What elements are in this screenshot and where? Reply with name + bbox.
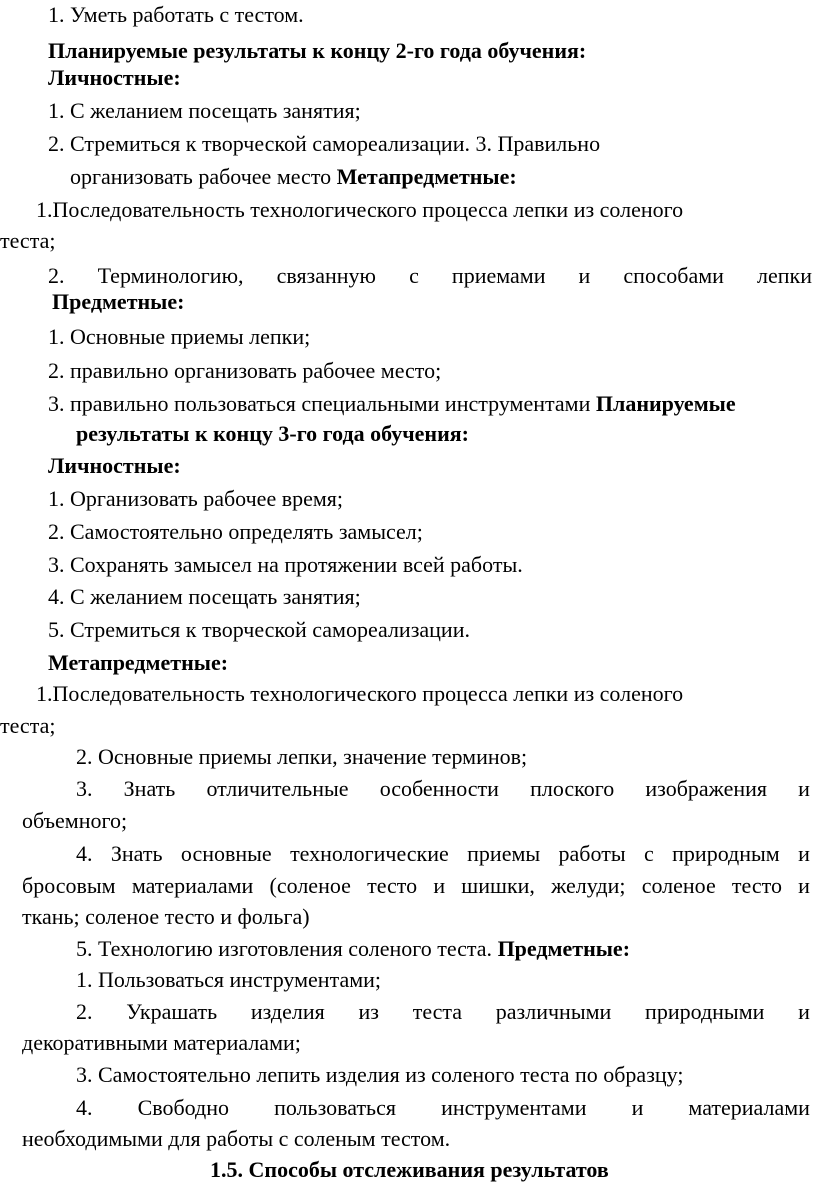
section-heading: 1.5. Способы отслеживания результатов <box>210 1157 609 1182</box>
justified-line <box>48 262 812 290</box>
list-item: 1.Последовательность технологического процесса лепки из соленого <box>36 681 684 706</box>
word: материалами <box>688 1095 810 1120</box>
word: Знать <box>110 841 163 866</box>
word: шишки, <box>461 873 535 898</box>
justified-line <box>76 1094 810 1122</box>
list-item: 1. Уметь работать с тестом. <box>48 2 304 27</box>
list-item: 3. Сохранять замысел на протяжении всей работы. <box>48 552 523 577</box>
list-item <box>48 390 736 418</box>
word: и <box>578 263 591 288</box>
word: Свободно <box>137 1095 230 1120</box>
subheading-personal: Личностные: <box>48 65 181 90</box>
word: 2. <box>48 263 65 288</box>
word: природными <box>645 999 765 1024</box>
word: соленое <box>641 873 716 898</box>
word: Знать <box>123 776 176 801</box>
subheading-meta: Метапредметные: <box>48 650 229 675</box>
word: технологические <box>290 841 449 866</box>
word: с <box>644 841 654 866</box>
word: работы <box>558 841 626 866</box>
word: теста <box>412 999 463 1024</box>
word: связанную <box>276 263 376 288</box>
word: основные <box>180 841 272 866</box>
word: и <box>798 873 810 898</box>
text-line: теста; <box>0 228 56 253</box>
list-item: 2. Основные приемы лепки, значение терминов; <box>76 744 528 769</box>
word: природным <box>672 841 780 866</box>
list-item: 2. Самостоятельно определять замысел; <box>48 519 423 544</box>
justified-line <box>22 872 810 900</box>
word: инструментами <box>441 1095 587 1120</box>
word: особенности <box>379 776 499 801</box>
list-item: 4. С желанием посещать занятия; <box>48 584 361 609</box>
list-item: 1. Основные приемы лепки; <box>48 324 311 349</box>
section-heading: Планируемые <box>595 391 736 416</box>
text-run: 3. правильно пользоваться специальными инструментами <box>48 391 591 416</box>
word: с <box>409 263 419 288</box>
word: различными <box>495 999 612 1024</box>
word: и <box>798 776 810 801</box>
word: Украшать <box>126 999 218 1024</box>
word: тесто <box>731 873 782 898</box>
list-item: 1.Последовательность технологического процесса лепки из соленого <box>36 197 684 222</box>
list-item: 1. Организовать рабочее время; <box>48 486 344 511</box>
subheading-meta: Метапредметные: <box>336 164 517 189</box>
list-item: 2. правильно организовать рабочее место; <box>48 358 442 383</box>
text-run: организовать рабочее место <box>70 164 332 189</box>
word: бросовым <box>22 873 116 898</box>
section-heading: результаты к концу 3-го года обучения: <box>76 421 469 446</box>
word: приемами <box>451 263 546 288</box>
word: и <box>798 999 810 1024</box>
subheading-personal: Личностные: <box>48 453 181 478</box>
word: (соленое <box>269 873 351 898</box>
list-item: 2. Стремиться к творческой самореализации. 3. Правильно <box>48 131 601 156</box>
word: 2. <box>76 999 93 1024</box>
justified-line <box>76 775 810 803</box>
word: Терминологию, <box>97 263 244 288</box>
word: материалами <box>131 873 254 898</box>
justified-line <box>76 998 810 1026</box>
list-item: 1. С желанием посещать занятия; <box>48 98 361 123</box>
text-line: декоративными материалами; <box>22 1030 301 1055</box>
list-item <box>76 935 630 963</box>
word: способами <box>623 263 724 288</box>
word: и <box>798 841 810 866</box>
word: желуди; <box>551 873 626 898</box>
word: из <box>358 999 379 1024</box>
word: 3. <box>76 776 93 801</box>
list-item: 1. Пользоваться инструментами; <box>76 967 382 992</box>
justified-line <box>76 840 810 868</box>
list-item: 5. Стремиться к творческой самореализации. <box>48 617 470 642</box>
text-line: объемного; <box>22 808 128 833</box>
word: изделия <box>250 999 325 1024</box>
text-line: теста; <box>0 713 56 738</box>
word: и <box>631 1095 644 1120</box>
word: 4. <box>76 1095 93 1120</box>
word: плоского <box>530 776 615 801</box>
text-line: необходимыми для работы с соленым тестом. <box>22 1126 451 1151</box>
list-item <box>70 163 517 191</box>
text-run: 5. Технологию изготовления соленого теста. <box>76 936 493 961</box>
word: лепки <box>757 263 812 288</box>
word: приемы <box>467 841 541 866</box>
word: изображения <box>645 776 767 801</box>
word: пользоваться <box>274 1095 396 1120</box>
word: тесто <box>367 873 418 898</box>
word: и <box>433 873 446 898</box>
text-line: ткань; соленое тесто и фольга) <box>22 904 310 929</box>
list-item: 3. Самостоятельно лепить изделия из соленого теста по образцу; <box>76 1062 684 1087</box>
subheading-subject: Предметные: <box>52 289 185 314</box>
word: 4. <box>76 841 93 866</box>
section-heading: Планируемые результаты к концу 2-го года обучения: <box>48 38 587 63</box>
subheading-subject: Предметные: <box>497 936 631 961</box>
word: отличительные <box>206 776 349 801</box>
